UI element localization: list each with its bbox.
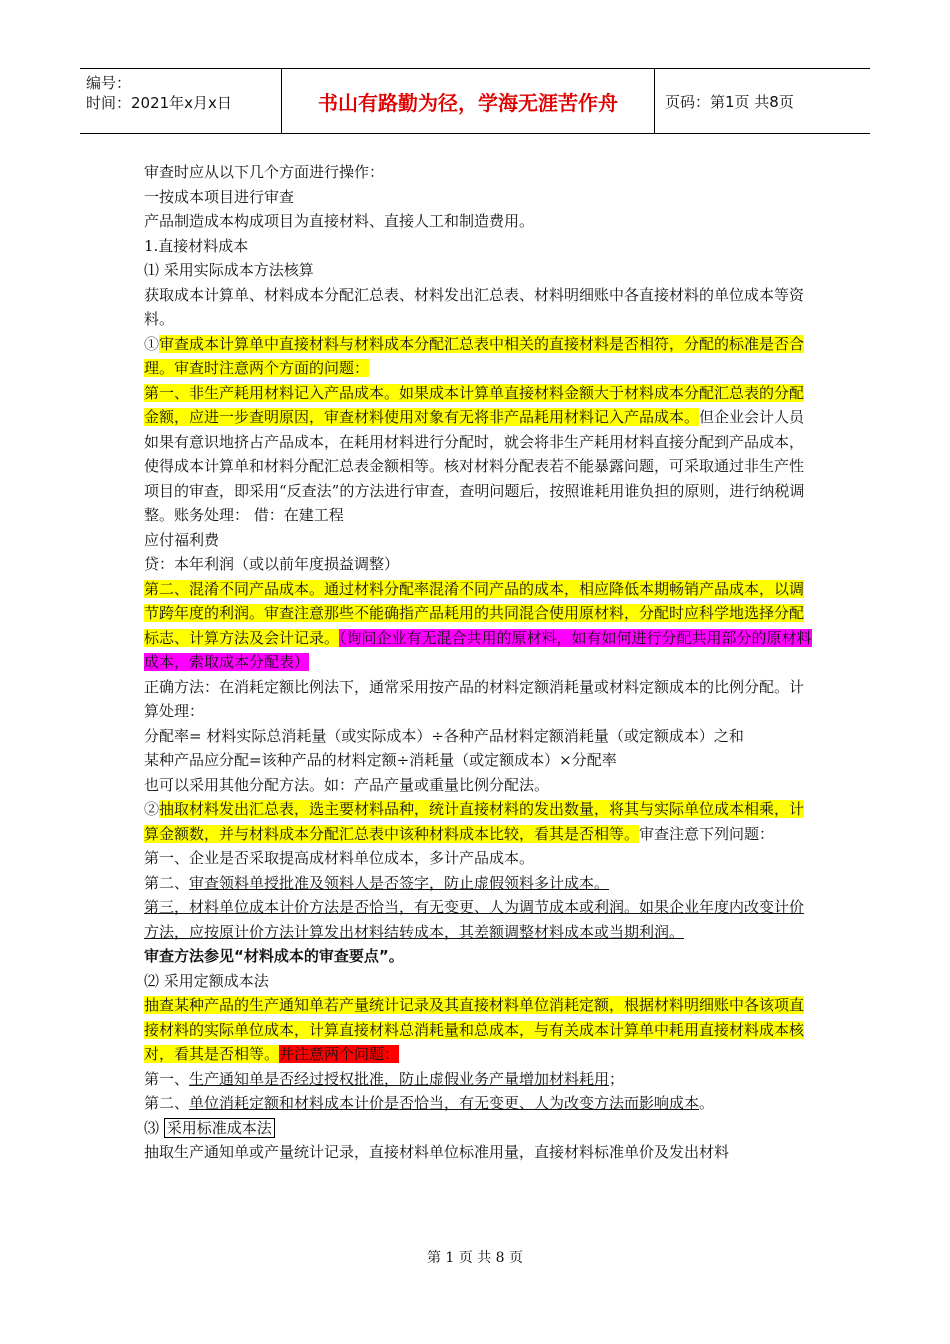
underlined-paragraph: 第三，材料单位成本计价方法是否恰当，有无变更、人为调节成本或利润。如果企业年度内改变计价方法，应按原计价方法计算发出材料结转成本，其差额调整材料成本或当期利润。 — [144, 898, 805, 941]
paragraph — [144, 797, 812, 846]
section-heading: 一按成本项目进行审查 — [144, 187, 295, 206]
paragraph: 抽取生产通知单或产量统计记录，直接材料单位标准用量，直接材料标准单价及发出材料 — [144, 1143, 730, 1161]
highlighted-text: 抽取材料发出汇总表，选主要材料品种，统计直接材料的发出数量，将其与实际单位成本相乘，计算金额数，并与材料成本分配汇总表中该种材料成本比较，看其是否相等。 — [144, 800, 805, 843]
subsection-heading: ⑵ 采用定额成本法 — [144, 971, 269, 990]
body-text: 第二、 — [144, 1094, 190, 1112]
body-text: 。 — [699, 1094, 715, 1112]
subsection-heading — [144, 1116, 812, 1141]
page-footer: 第 1 页 共 8 页 — [426, 1250, 524, 1266]
magenta-highlighted-text: （询问企业有无混合共用的原材料，如有如何进行分配共用部分的原材料成本，索取成本分配表） — [144, 628, 812, 671]
underlined-text: 生产通知单是否经过授权批准，防止虚假业务产量增加材料耗用 — [189, 1069, 610, 1088]
paragraph — [144, 381, 812, 528]
paragraph: 贷：本年利润（或以前年度损益调整） — [144, 555, 400, 573]
paragraph: 产品制造成本构成项目为直接材料、直接人工和制造费用。 — [144, 212, 535, 230]
list-marker: ② — [144, 800, 160, 818]
header-meta — [80, 69, 282, 133]
subsection-heading: 1.直接材料成本 — [144, 236, 249, 255]
underlined-text: 单位消耗定额和材料成本计价是否恰当，有无变更、人为改变方法而影响成本 — [189, 1094, 700, 1112]
paragraph: 也可以采用其他分配方法。如：产品产量或重量比例分配法。 — [144, 775, 550, 794]
subsection-heading: ⑴ 采用实际成本方法核算 — [144, 261, 314, 279]
header-page-number: 页码：第1页 共8页 — [665, 92, 794, 111]
list-marker: ⑶ — [144, 1118, 164, 1137]
paragraph: 应付福利费 — [144, 530, 220, 549]
date-label: 时间：2021年x月x日 — [86, 94, 232, 112]
red-highlighted-text: 并注意两个问题： — [279, 1045, 400, 1063]
body-text: 但企业会计人员如果有意识地挤占产品成本，在耗用材料进行分配时，就会将非生产耗用材料直接分配到产品成本，使得成本计算单和材料分配汇总表金额相等。核对材料分配表若不能暴露问题，可采取通过非生产性项目的审查，即采用“反查法”的方法进行审查，查明问题后，按照谁耗用谁负担的原则，进行纳税调整。账务处理： 借：在建工程 — [144, 408, 805, 524]
highlighted-text: 第二、混淆不同产品成本。通过材料分配率混淆不同产品的成本，相应降低本期畅销产品成本，以调节跨年度的利润。审查注意那些不能确指产品耗用的共同混合使用原材料，分配时应科学地选择分配标志、计算方法及会计记录。 — [144, 579, 805, 647]
body-text: 审查注意下列问题： — [639, 824, 775, 843]
underlined-text: 审查领料单授批准及领料人是否签字，防止虚假领料多计成本。 — [189, 873, 610, 892]
paragraph — [144, 1091, 812, 1116]
list-marker: ① — [144, 334, 160, 353]
paragraph — [144, 1067, 812, 1092]
paragraph — [144, 871, 812, 896]
highlighted-text: 第一、非生产耗用材料记入产品成本。如果成本计算单直接材料金额大于材料成本分配汇总表的分配金额，应进一步查明原因，审查材料使用对象有无将非产品耗用材料记入产品成本。 — [144, 383, 805, 426]
body-text: 第一、 — [144, 1069, 190, 1088]
body-text: 第二、 — [144, 873, 190, 892]
header-motto: 书山有路勤为径，学海无涯苦作舟 — [282, 69, 655, 133]
paragraph — [144, 577, 812, 675]
formula: 分配率= 材料实际总消耗量（或实际成本）÷各种产品材料定额消耗量（或定额成本）之和 — [144, 726, 744, 745]
page-header — [80, 68, 870, 134]
paragraph — [144, 993, 812, 1067]
formula: 某种产品应分配=该种产品的材料定额÷消耗量（或定额成本）×分配率 — [144, 751, 617, 769]
document-body — [144, 160, 812, 1165]
paragraph: 获取成本计算单、材料成本分配汇总表、材料发出汇总表、材料明细账中各直接材料的单位成本等资料。 — [144, 285, 805, 328]
paragraph: 第一、企业是否采取提高成材料单位成本，多计产品成本。 — [144, 849, 535, 867]
highlighted-text: 审查成本计算单中直接材料与材料成本分配汇总表中相关的直接材料是否相符，分配的标准是否合理。审查时注意两个方面的问题： — [144, 334, 805, 377]
number-label: 编号： — [86, 74, 132, 92]
paragraph: 审查时应从以下几个方面进行操作： — [144, 163, 385, 181]
boxed-text: 采用标准成本法 — [164, 1118, 275, 1138]
paragraph — [144, 332, 812, 381]
paragraph: 正确方法：在消耗定额比例法下，通常采用按产品的材料定额消耗量或材料定额成本的比例分配。计算处理： — [144, 677, 805, 720]
body-text: ； — [609, 1069, 625, 1088]
highlighted-text: 抽查某种产品的生产通知单若产量统计记录及其直接材料单位消耗定额，根据材料明细账中各该项直接材料的实际单位成本，计算直接材料总消耗量和总成本，与有关成本计算单中耗用直接材料成本核对，看其是否相等。 — [144, 996, 805, 1063]
bold-paragraph: 审查方法参见“材料成本的审查要点”。 — [144, 947, 404, 965]
